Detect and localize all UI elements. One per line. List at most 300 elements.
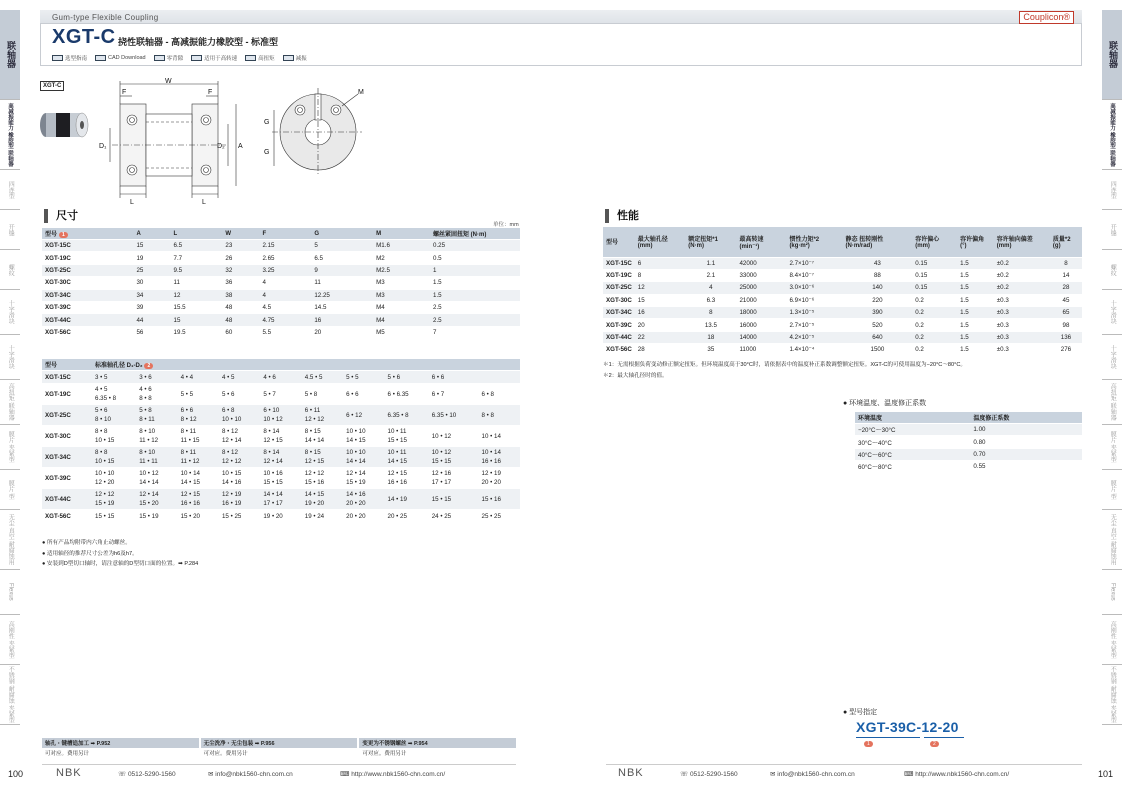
value-cell: 1.5 bbox=[430, 289, 520, 301]
model-cell: XGT-34C bbox=[603, 307, 635, 319]
note-line: ＊2：最大轴孔径时的值。 bbox=[603, 372, 668, 379]
table-row bbox=[42, 426, 520, 447]
side-tab-label: 高刚性 夹紧型 bbox=[7, 620, 14, 659]
performance-header-cell: 惯性力矩*2 (kg·m²) bbox=[786, 227, 842, 257]
dimensions-header-cell: W bbox=[222, 228, 259, 240]
value-cell: 11 bbox=[311, 277, 373, 289]
footer-link-2[interactable] bbox=[359, 738, 516, 758]
value-cell: 8.4×10⁻⁷ bbox=[786, 269, 842, 281]
bore-cell: 10 • 14 14 • 15 bbox=[178, 468, 219, 489]
value-cell: 1.5 bbox=[957, 269, 994, 281]
side-tab-4[interactable] bbox=[0, 250, 20, 290]
value-cell: 15 bbox=[171, 314, 223, 326]
bore-cell: 5 • 8 8 • 11 bbox=[136, 405, 177, 426]
side-tab-13[interactable] bbox=[0, 665, 20, 725]
side-tab-3[interactable] bbox=[1102, 210, 1122, 250]
bore-cell bbox=[479, 371, 520, 384]
value-cell: 2.1 bbox=[685, 269, 736, 281]
value-cell: ±0.3 bbox=[994, 294, 1050, 306]
bore-header-model: 型号 bbox=[42, 359, 92, 371]
side-tab-label: 高扭矩 联轴器 bbox=[7, 383, 14, 421]
feature-icons bbox=[52, 54, 307, 62]
bore-cell: 8 • 12 12 • 14 bbox=[219, 426, 260, 447]
performance-header-cell: 质量*2 (g) bbox=[1050, 227, 1082, 257]
table-row bbox=[855, 436, 1082, 448]
model-cell: XGT-30C bbox=[42, 426, 92, 447]
value-cell: 2.7×10⁻⁵ bbox=[786, 319, 842, 331]
model-cell: XGT-30C bbox=[603, 294, 635, 306]
value-cell: 1500 bbox=[843, 344, 913, 356]
bore-cell: 8 • 15 12 • 15 bbox=[302, 447, 343, 468]
performance-header-cell: 型号 bbox=[603, 227, 635, 257]
value-cell: 28 bbox=[1050, 282, 1082, 294]
dimensions-header-cell: M bbox=[373, 228, 430, 240]
value-cell: 220 bbox=[843, 294, 913, 306]
bore-cell: 8 • 8 bbox=[479, 405, 520, 426]
note-line: ● 所有产品均附带内六角止动螺丝。 bbox=[42, 540, 131, 546]
table-row bbox=[42, 510, 520, 523]
temperature-title: ● 环境温度、温度修正系数 bbox=[843, 400, 927, 407]
bore-cell: 14 • 14 17 • 17 bbox=[260, 489, 301, 510]
value-cell: 6.5 bbox=[311, 252, 373, 264]
side-tab-label: 高减振能力 橡胶型 联轴器 bbox=[7, 102, 14, 167]
dimensions-section-title: 尺寸 bbox=[44, 209, 78, 223]
value-cell: 6.5 bbox=[171, 240, 223, 252]
value-cell: 520 bbox=[843, 319, 913, 331]
value-cell: 20 bbox=[635, 319, 685, 331]
value-cell: 14 bbox=[1050, 269, 1082, 281]
label-a: A bbox=[238, 143, 243, 150]
bore-cell: 10 • 14 bbox=[479, 426, 520, 447]
bore-cell: 5 • 7 bbox=[260, 384, 301, 405]
value-cell: 4 bbox=[685, 282, 736, 294]
value-cell: 1.00 bbox=[970, 424, 1082, 436]
note-line: ＊1：无需根据负荷变动修正额定扭矩。但环境温度高于30°C时，请依据表中的温度补正系数调整额定扭矩。XGT-C的可使用温度为−20°C～80°C。 bbox=[603, 362, 967, 368]
side-tab-9[interactable] bbox=[0, 470, 20, 510]
footer-link-0[interactable] bbox=[42, 738, 199, 758]
bore-cell: 8 • 14 12 • 15 bbox=[260, 426, 301, 447]
table-row bbox=[603, 344, 1082, 356]
model-cell: XGT-30C bbox=[42, 277, 133, 289]
bore-cell: 10 • 10 12 • 20 bbox=[92, 468, 136, 489]
bore-cell: 14 • 16 20 • 20 bbox=[343, 489, 384, 510]
bore-cell: 5 • 6 8 • 10 bbox=[92, 405, 136, 426]
value-cell: 11000 bbox=[736, 344, 786, 356]
side-tab-1[interactable] bbox=[0, 100, 20, 170]
bore-cell: 8 • 11 11 • 12 bbox=[178, 447, 219, 468]
performance-header-cell: 容许轴向偏差 (mm) bbox=[994, 227, 1050, 257]
bore-cell: 6 • 7 bbox=[429, 384, 479, 405]
side-tab-8[interactable] bbox=[0, 425, 20, 470]
value-cell: ±0.3 bbox=[994, 319, 1050, 331]
bore-cell: 10 • 12 15 • 15 bbox=[429, 447, 479, 468]
bore-cell: 15 • 15 bbox=[92, 510, 136, 523]
model-cell: XGT-56C bbox=[603, 344, 635, 356]
bore-cell: 12 • 16 17 • 17 bbox=[429, 468, 479, 489]
table-row bbox=[603, 294, 1082, 306]
side-tab-7[interactable] bbox=[1102, 380, 1122, 425]
value-cell: 14000 bbox=[736, 331, 786, 343]
page-number-right: 101 bbox=[1098, 769, 1114, 779]
feature-zero-backlash bbox=[154, 54, 184, 62]
torque-icon bbox=[245, 55, 256, 61]
value-cell: 36 bbox=[222, 277, 259, 289]
nbk-logo-left: NBK bbox=[56, 767, 82, 779]
side-tab-label: 膜片 型 bbox=[1109, 479, 1116, 500]
value-cell: 33000 bbox=[736, 269, 786, 281]
bore-table bbox=[42, 359, 520, 523]
value-cell: 16000 bbox=[736, 319, 786, 331]
value-cell: 4 bbox=[259, 277, 311, 289]
bore-cell: 6 • 6 8 • 12 bbox=[178, 405, 219, 426]
side-tab-label: 四连型 bbox=[7, 180, 14, 199]
header-top-bar bbox=[40, 10, 1082, 24]
bore-cell: 10 • 10 14 • 15 bbox=[343, 426, 384, 447]
model-cell: XGT-39C bbox=[42, 301, 133, 313]
bore-cell: 12 • 12 15 • 16 bbox=[302, 468, 343, 489]
bore-cell: 10 • 16 15 • 15 bbox=[260, 468, 301, 489]
bore-cell: 5 • 6 bbox=[385, 371, 429, 384]
side-tab-label: 螺纹 bbox=[1109, 263, 1116, 276]
side-view-drawing bbox=[92, 78, 252, 208]
value-cell: 0.25 bbox=[430, 240, 520, 252]
front-view-drawing bbox=[258, 86, 368, 178]
brand-logo: Couplicon® bbox=[1019, 11, 1074, 24]
side-tab-5[interactable] bbox=[0, 290, 20, 335]
table-row bbox=[42, 489, 520, 510]
bore-cell: 24 • 25 bbox=[429, 510, 479, 523]
value-cell: 0.55 bbox=[970, 461, 1082, 473]
bore-cell: 12 • 19 16 • 19 bbox=[219, 489, 260, 510]
bore-cell: 10 • 12 bbox=[429, 426, 479, 447]
cad-icon bbox=[95, 55, 106, 61]
value-cell: 19 bbox=[133, 252, 170, 264]
feature-cad[interactable] bbox=[95, 54, 146, 62]
value-cell: 15 bbox=[133, 240, 170, 252]
side-tab-label: 十字滑块 bbox=[7, 345, 14, 369]
value-cell: 7.7 bbox=[171, 252, 223, 264]
bore-cell: 12 • 15 16 • 16 bbox=[178, 489, 219, 510]
bore-cell: 8 • 10 11 • 12 bbox=[136, 426, 177, 447]
side-tab-label: 不锈钢 耐腐蚀 夹紧型 bbox=[1109, 665, 1116, 724]
zero-backlash-icon bbox=[154, 55, 165, 61]
spec-model: XGT-39C-12-20 bbox=[856, 719, 959, 735]
bore-cell: 4.5 • 5 bbox=[302, 371, 343, 384]
bore-cell: 6 • 8 bbox=[479, 384, 520, 405]
value-cell: 0.2 bbox=[912, 294, 957, 306]
table-row bbox=[42, 384, 520, 405]
feature-damping bbox=[283, 54, 307, 62]
value-cell: 20 bbox=[311, 326, 373, 338]
phone-left: ☏ 0512-5290-1560 bbox=[118, 771, 176, 778]
value-cell: 56 bbox=[133, 326, 170, 338]
model-cell: XGT-34C bbox=[42, 289, 133, 301]
side-tab-6[interactable] bbox=[1102, 335, 1122, 380]
value-cell: 60°C～80°C bbox=[855, 461, 970, 473]
footer-link-1[interactable] bbox=[201, 738, 358, 758]
bore-cell: 8 • 12 12 • 12 bbox=[219, 447, 260, 468]
side-tab-11[interactable] bbox=[1102, 570, 1122, 615]
side-tab-label: 膜片 夹紧型 bbox=[7, 431, 14, 463]
performance-header-cell: 额定扭矩*1 (N·m) bbox=[685, 227, 736, 257]
bore-cell: 4 • 6 8 • 8 bbox=[136, 384, 177, 405]
side-tab-10[interactable] bbox=[0, 510, 20, 570]
value-cell: 19.5 bbox=[171, 326, 223, 338]
side-tab-2[interactable] bbox=[0, 170, 20, 210]
bore-cell: 8 • 8 10 • 15 bbox=[92, 447, 136, 468]
label-m: M bbox=[358, 89, 364, 96]
feature-label: 选型指南 bbox=[65, 56, 88, 62]
value-cell: 30 bbox=[133, 277, 170, 289]
bore-cell: 12 • 12 15 • 19 bbox=[92, 489, 136, 510]
header-en-title: Gum-type Flexible Coupling bbox=[52, 13, 159, 22]
value-cell: M3 bbox=[373, 277, 430, 289]
side-tab-2[interactable] bbox=[1102, 170, 1122, 210]
feature-label: 减振 bbox=[295, 56, 307, 62]
label-g-top: G bbox=[264, 119, 270, 126]
value-cell: 22 bbox=[635, 331, 685, 343]
table-row bbox=[603, 319, 1082, 331]
value-cell: 28 bbox=[635, 344, 685, 356]
bore-cell: 10 • 11 15 • 15 bbox=[385, 426, 429, 447]
dimensions-header-cell: 螺丝紧固扭矩 (N·m) bbox=[430, 228, 520, 240]
bore-cell: 6 • 12 bbox=[343, 405, 384, 426]
value-cell: 48 bbox=[222, 314, 259, 326]
value-cell: 0.15 bbox=[912, 282, 957, 294]
side-tab-label: 联轴器 bbox=[1107, 41, 1118, 68]
table-row bbox=[603, 307, 1082, 319]
feature-book[interactable] bbox=[52, 54, 87, 62]
value-cell: 5 bbox=[311, 240, 373, 252]
dimensions-header-cell: G bbox=[311, 228, 373, 240]
value-cell: 3.25 bbox=[259, 264, 311, 276]
footer-link-sub: 可对应。费用另计 bbox=[362, 751, 407, 757]
bore-cell: 12 • 19 20 • 20 bbox=[479, 468, 520, 489]
bore-cell: 10 • 15 14 • 16 bbox=[219, 468, 260, 489]
model-cell: XGT-56C bbox=[42, 326, 133, 338]
model-cell: XGT-39C bbox=[42, 468, 92, 489]
side-tab-7[interactable] bbox=[0, 380, 20, 425]
footer-links bbox=[42, 738, 516, 758]
bore-cell: 15 • 16 bbox=[479, 489, 520, 510]
book-icon bbox=[52, 55, 63, 61]
footer-link-sub: 可对应。费用另计 bbox=[45, 751, 90, 757]
table-row bbox=[42, 301, 520, 313]
bore-cell: 8 • 15 14 • 14 bbox=[302, 426, 343, 447]
performance-header-row bbox=[603, 227, 1082, 257]
value-cell: 1.5 bbox=[957, 344, 994, 356]
side-tab-11[interactable] bbox=[0, 570, 20, 615]
value-cell: 390 bbox=[843, 307, 913, 319]
mail-icon: ✉ bbox=[208, 771, 216, 778]
value-cell: 65 bbox=[1050, 307, 1082, 319]
bore-cell: 10 • 11 14 • 15 bbox=[385, 447, 429, 468]
side-tab-0[interactable] bbox=[0, 10, 20, 100]
value-cell: 42000 bbox=[736, 257, 786, 269]
side-tab-label: 十字滑块 bbox=[7, 300, 14, 324]
value-cell: 98 bbox=[1050, 319, 1082, 331]
value-cell: 25 bbox=[133, 264, 170, 276]
value-cell: 38 bbox=[222, 289, 259, 301]
temperature-header-cell: 环境温度 bbox=[855, 412, 970, 424]
model-cell: XGT-25C bbox=[603, 282, 635, 294]
table-row bbox=[42, 252, 520, 264]
side-tab-1[interactable] bbox=[1102, 100, 1122, 170]
model-cell: XGT-15C bbox=[42, 240, 133, 252]
value-cell: 1.5 bbox=[957, 331, 994, 343]
bore-cell: 3 • 6 bbox=[136, 371, 177, 384]
value-cell: 1.5 bbox=[957, 307, 994, 319]
value-cell: 0.2 bbox=[912, 331, 957, 343]
model-cell: XGT-19C bbox=[42, 252, 133, 264]
performance-notes bbox=[603, 360, 966, 381]
side-tab-5[interactable] bbox=[1102, 290, 1122, 335]
feature-torque bbox=[245, 54, 275, 62]
model-cell: XGT-44C bbox=[42, 489, 92, 510]
value-cell: 8 bbox=[1050, 257, 1082, 269]
side-tab-label: 无尘 真空 耐腐蚀用 bbox=[1109, 513, 1116, 566]
value-cell: 1 bbox=[430, 264, 520, 276]
side-tab-label: 联轴器 bbox=[5, 41, 16, 68]
spec-tag-2: 2 bbox=[930, 741, 939, 747]
value-cell: 2.5 bbox=[430, 301, 520, 313]
bore-cell: 15 • 20 bbox=[178, 510, 219, 523]
table-row bbox=[603, 282, 1082, 294]
spec-title-label: ● 型号指定 bbox=[843, 709, 878, 716]
spec-underline-1 bbox=[856, 737, 920, 738]
high-rpm-icon bbox=[191, 55, 202, 61]
value-cell: 1.5 bbox=[957, 282, 994, 294]
phone-icon: ☏ bbox=[680, 771, 690, 778]
value-cell: 13.5 bbox=[685, 319, 736, 331]
side-tab-label: Flexus bbox=[1109, 583, 1116, 601]
value-cell: 23 bbox=[222, 240, 259, 252]
side-tab-label: 十字滑块 bbox=[1109, 300, 1116, 324]
side-tab-8[interactable] bbox=[1102, 425, 1122, 470]
bore-cell: 15 • 19 bbox=[136, 510, 177, 523]
bore-cell: 6 • 11 12 • 12 bbox=[302, 405, 343, 426]
bore-cell: 6 • 6 bbox=[343, 384, 384, 405]
value-cell: 1.4×10⁻⁴ bbox=[786, 344, 842, 356]
phone-right: ☏ 0512-5290-1560 bbox=[680, 771, 738, 778]
dimensions-header-cell: F bbox=[259, 228, 311, 240]
label-f-right: F bbox=[208, 89, 213, 96]
value-cell: 1.5 bbox=[957, 294, 994, 306]
bore-cell: 4 • 5 6.35 • 8 bbox=[92, 384, 136, 405]
table-row bbox=[42, 371, 520, 384]
value-cell: 1.5 bbox=[957, 319, 994, 331]
performance-header-cell: 静态 扭转刚性 (N·m/rad) bbox=[843, 227, 913, 257]
dimensions-unit: 单位：mm bbox=[493, 222, 519, 228]
side-tab-0[interactable] bbox=[1102, 10, 1122, 100]
side-tab-label: 开缝 bbox=[1109, 223, 1116, 236]
feature-high-rpm bbox=[191, 54, 237, 62]
value-cell: 12 bbox=[171, 289, 223, 301]
value-cell: 1.1 bbox=[685, 257, 736, 269]
feature-label: 高扭矩 bbox=[258, 56, 275, 62]
value-cell: 60 bbox=[222, 326, 259, 338]
bore-header-diam: 标准轴孔径 D₁-D₂ 2 bbox=[92, 359, 520, 371]
value-cell: ±0.3 bbox=[994, 307, 1050, 319]
bore-cell: 6.35 • 10 bbox=[429, 405, 479, 426]
note-line: ● 适用轴径的推荐尺寸公差为h6及h7。 bbox=[42, 550, 138, 557]
side-tab-label: 十字滑块 bbox=[1109, 345, 1116, 369]
value-cell: 40°C～60°C bbox=[855, 448, 970, 460]
side-tab-6[interactable] bbox=[0, 335, 20, 380]
value-cell: 4.2×10⁻⁵ bbox=[786, 331, 842, 343]
side-tab-10[interactable] bbox=[1102, 510, 1122, 570]
performance-header-cell: 容许偏心 (mm) bbox=[912, 227, 957, 257]
value-cell: 32 bbox=[222, 264, 259, 276]
footer-link-sub: 可对应。费用另计 bbox=[203, 751, 248, 757]
spec-tag-1: 1 bbox=[864, 741, 873, 747]
bore-cell: 20 • 25 bbox=[385, 510, 429, 523]
table-row bbox=[42, 240, 520, 252]
label-w: W bbox=[165, 78, 172, 85]
bore-cell: 12 • 14 15 • 19 bbox=[343, 468, 384, 489]
temperature-header-cell: 温度修正系数 bbox=[970, 412, 1082, 424]
url-right[interactable]: ⌨ http://www.nbk1560-chn.com.cn/ bbox=[904, 771, 1010, 778]
value-cell: M1.6 bbox=[373, 240, 430, 252]
feature-label: CAD Download bbox=[108, 55, 146, 61]
bore-cell: 6 • 8 10 • 10 bbox=[219, 405, 260, 426]
value-cell: 2.65 bbox=[259, 252, 311, 264]
url-left[interactable]: ⌨ http://www.nbk1560-chn.com.cn/ bbox=[340, 771, 446, 778]
side-tab-12[interactable] bbox=[1102, 615, 1122, 665]
tag-2: 2 bbox=[144, 363, 153, 369]
table-row bbox=[42, 326, 520, 338]
bore-cell: 14 • 19 bbox=[385, 489, 429, 510]
performance-header-cell: 容许偏角 (°) bbox=[957, 227, 994, 257]
table-row bbox=[603, 257, 1082, 269]
value-cell: 6 bbox=[635, 257, 685, 269]
side-tab-9[interactable] bbox=[1102, 470, 1122, 510]
side-tab-4[interactable] bbox=[1102, 250, 1122, 290]
side-tab-12[interactable] bbox=[0, 615, 20, 665]
value-cell: 45 bbox=[1050, 294, 1082, 306]
table-row bbox=[603, 331, 1082, 343]
value-cell: 9 bbox=[311, 264, 373, 276]
label-g-bottom: G bbox=[264, 149, 270, 156]
left-notes bbox=[42, 538, 198, 570]
value-cell: 35 bbox=[685, 344, 736, 356]
table-row bbox=[855, 461, 1082, 473]
value-cell: 15 bbox=[635, 294, 685, 306]
value-cell: 8 bbox=[685, 307, 736, 319]
dimensions-header-cell: 型号 1 bbox=[42, 228, 133, 240]
value-cell: 0.2 bbox=[912, 319, 957, 331]
table-row bbox=[42, 447, 520, 468]
value-cell: 0.2 bbox=[912, 307, 957, 319]
dimensions-table bbox=[42, 228, 520, 339]
side-tab-3[interactable] bbox=[0, 210, 20, 250]
side-tab-13[interactable] bbox=[1102, 665, 1122, 725]
label-l-left: L bbox=[130, 199, 134, 206]
bore-cell: 8 • 14 12 • 14 bbox=[260, 447, 301, 468]
value-cell: 0.2 bbox=[912, 344, 957, 356]
email-right[interactable]: ✉ info@nbk1560-chn.com.cn bbox=[770, 771, 855, 778]
web-icon: ⌨ bbox=[340, 771, 352, 778]
feature-label: 零背隙 bbox=[166, 56, 184, 62]
web-icon: ⌨ bbox=[904, 771, 916, 778]
value-cell: 25000 bbox=[736, 282, 786, 294]
value-cell: 16 bbox=[311, 314, 373, 326]
side-tab-label: 膜片 夹紧型 bbox=[1109, 431, 1116, 463]
table-row bbox=[42, 289, 520, 301]
value-cell: 6.9×10⁻⁶ bbox=[786, 294, 842, 306]
value-cell: 43 bbox=[843, 257, 913, 269]
email-left[interactable]: ✉ info@nbk1560-chn.com.cn bbox=[208, 771, 293, 778]
